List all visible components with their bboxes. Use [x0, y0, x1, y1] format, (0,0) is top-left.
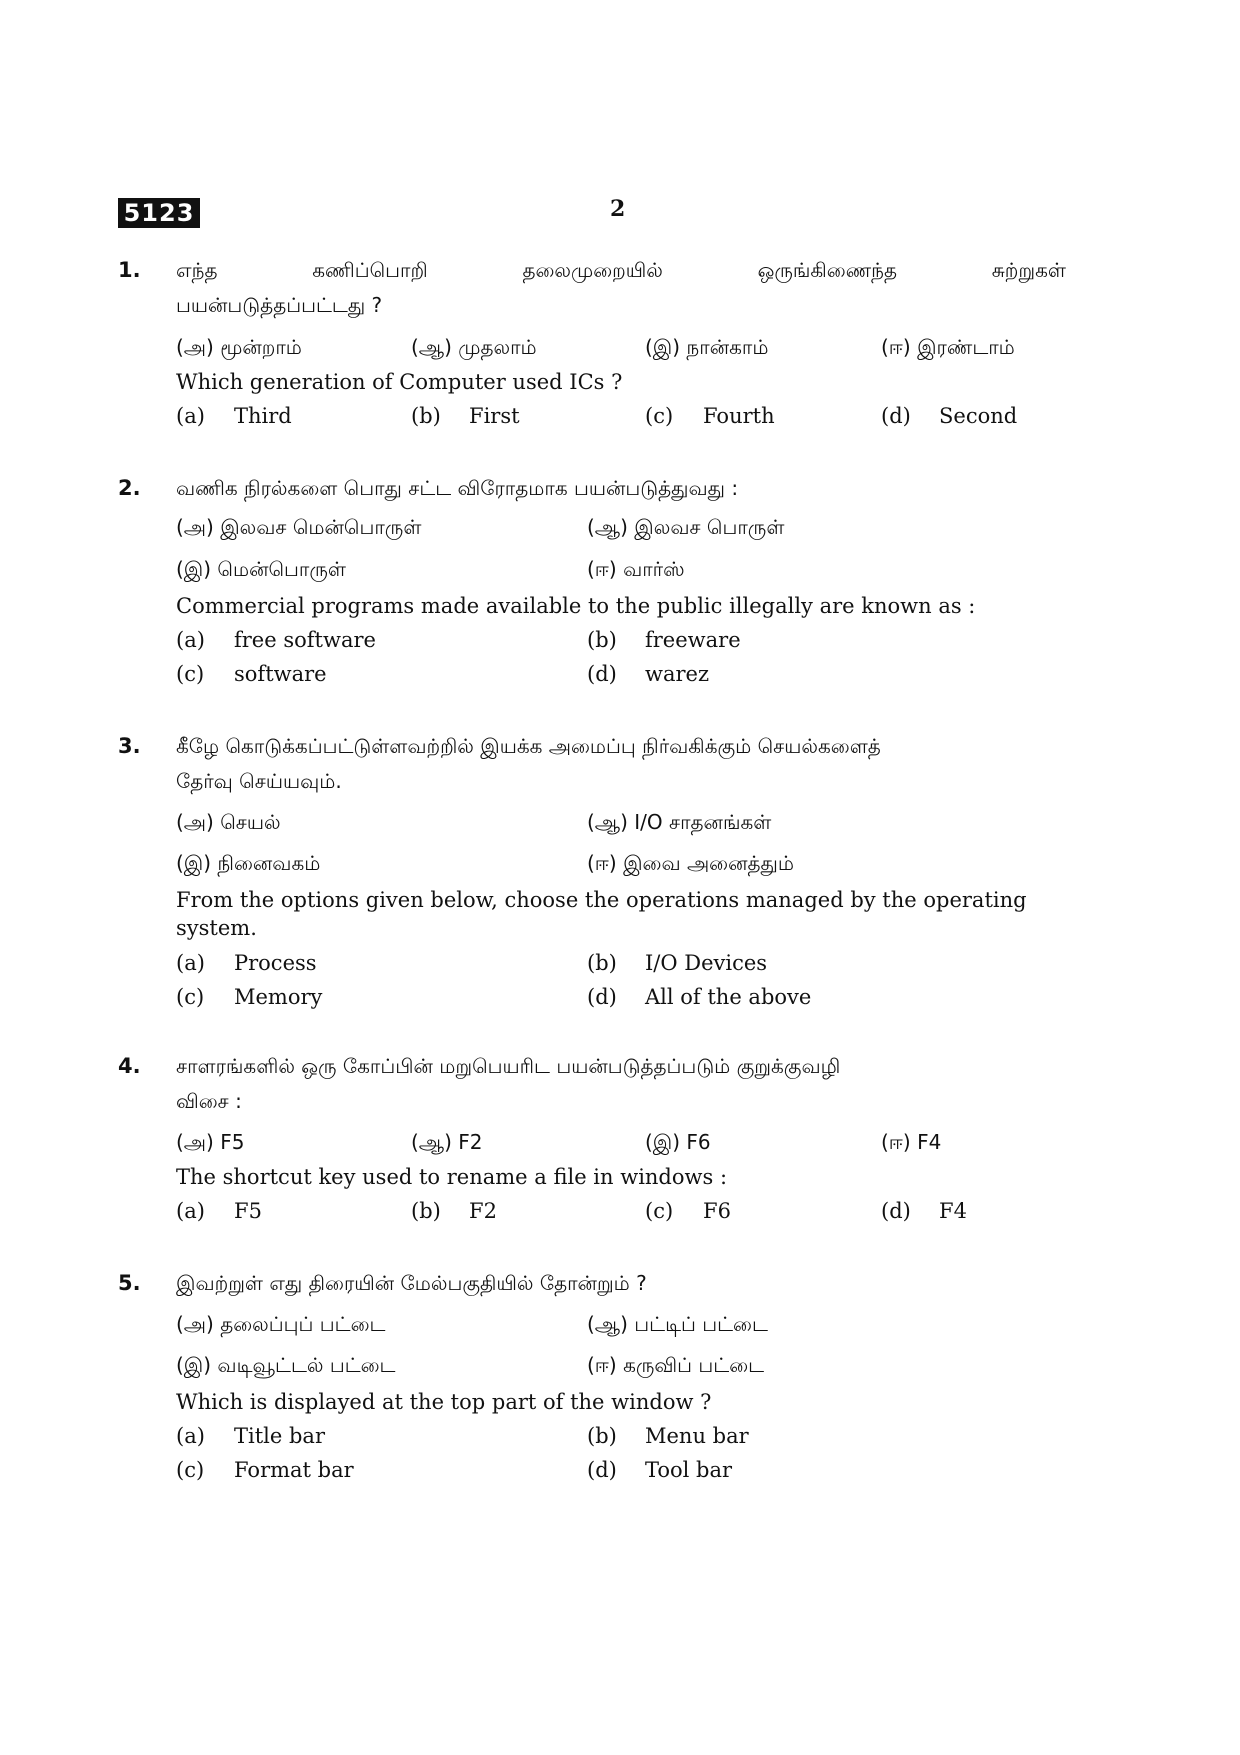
option-label: (ஆ)	[411, 335, 452, 359]
option-label: (அ)	[176, 810, 214, 834]
tamil-word: தலைமுறையில்	[522, 258, 663, 282]
question-english-line1: From the options given below, choose the operations managed by the operating	[176, 888, 1027, 912]
option-text: F4	[939, 1199, 967, 1223]
option-text: நினைவகம்	[217, 851, 321, 875]
option-label: (c)	[176, 662, 205, 686]
question-tamil-line2: தேர்வு செய்யவும்.	[176, 769, 342, 793]
option-label: (c)	[645, 404, 674, 428]
option-text: முதலாம்	[458, 335, 537, 359]
question-number: 2.	[118, 476, 141, 500]
option-text: Memory	[234, 985, 323, 1009]
option-label: (அ)	[176, 515, 214, 539]
option-label: (அ)	[176, 1130, 214, 1154]
option-label: (அ)	[176, 1312, 214, 1336]
option-text: F6	[703, 1199, 731, 1223]
option-label: (இ)	[645, 1130, 681, 1154]
question-tamil-line1: கீழே கொடுக்கப்பட்டுள்ளவற்றில் இயக்க அமைப்பு நிர்வகிக்கும் செயல்களைத்	[176, 734, 881, 758]
tamil-option-2	[411, 1130, 483, 1157]
tamil-option-2	[587, 1312, 768, 1339]
tamil-option-2	[411, 335, 537, 362]
option-label: (a)	[176, 628, 205, 652]
option-label: (ஈ)	[881, 1130, 911, 1154]
option-text: Format bar	[234, 1458, 354, 1482]
question-english: Which is displayed at the top part of the window ?	[176, 1390, 712, 1414]
option-text: Tool bar	[645, 1458, 733, 1482]
tamil-option-2	[587, 810, 771, 837]
option-label: (ஈ)	[881, 335, 911, 359]
option-label: (a)	[176, 404, 205, 428]
question-number: 4.	[118, 1054, 141, 1078]
option-label: (a)	[176, 1199, 205, 1223]
option-text: I/O Devices	[645, 951, 768, 975]
option-text: All of the above	[645, 985, 812, 1009]
option-text: செயல்	[220, 810, 281, 834]
option-label: (அ)	[176, 335, 214, 359]
option-text: நான்காம்	[686, 335, 769, 359]
option-text: தலைப்புப் பட்டை	[220, 1312, 386, 1336]
question-english: Commercial programs made available to the public illegally are known as :	[176, 594, 976, 618]
option-label: (d)	[881, 1199, 911, 1223]
option-label: (ஈ)	[587, 1353, 617, 1377]
option-text: F6	[686, 1130, 711, 1154]
tamil-option-2	[587, 515, 784, 542]
option-label: (b)	[587, 628, 617, 652]
option-label: (a)	[176, 951, 205, 975]
option-text: இலவச மென்பொருள்	[220, 515, 422, 539]
option-text: F5	[234, 1199, 262, 1223]
option-text: Fourth	[703, 404, 775, 428]
tamil-option-4	[587, 557, 685, 584]
option-label: (d)	[881, 404, 911, 428]
question-tamil-line2: விசை :	[176, 1089, 242, 1113]
option-text: மூன்றாம்	[220, 335, 302, 359]
option-label: (ஆ)	[587, 810, 628, 834]
tamil-option-3	[176, 851, 320, 878]
question-tamil-line1: வணிக நிரல்களை பொது சட்ட விரோதமாக பயன்படுத்துவது :	[176, 476, 739, 500]
option-label: (ஈ)	[587, 851, 617, 875]
option-text: F2	[458, 1130, 483, 1154]
question-english: The shortcut key used to rename a file in windows :	[176, 1165, 728, 1189]
option-label: (ஆ)	[411, 1130, 452, 1154]
question-number: 3.	[118, 734, 141, 758]
option-text: கருவிப் பட்டை	[623, 1353, 765, 1377]
option-label: (b)	[411, 404, 441, 428]
paper-code: 5123	[118, 198, 200, 228]
question-number: 5.	[118, 1271, 141, 1295]
option-label: (c)	[176, 1458, 205, 1482]
option-text: F4	[917, 1130, 942, 1154]
option-text: F5	[220, 1130, 245, 1154]
option-label: (ஆ)	[587, 515, 628, 539]
option-label: (b)	[587, 1424, 617, 1448]
option-text: First	[469, 404, 520, 428]
tamil-option-4	[881, 335, 1015, 362]
tamil-option-1	[176, 1312, 385, 1339]
tamil-option-1	[176, 515, 421, 542]
option-text: வார்ஸ்	[623, 557, 685, 581]
option-text: Title bar	[234, 1424, 325, 1448]
option-text: இலவச பொருள்	[634, 515, 785, 539]
option-text: Process	[234, 951, 317, 975]
tamil-option-1	[176, 810, 281, 837]
option-text: F2	[469, 1199, 497, 1223]
option-label: (இ)	[645, 335, 681, 359]
option-label: (ஈ)	[587, 557, 617, 581]
option-label: (b)	[411, 1199, 441, 1223]
tamil-word: கணிப்பொறி	[312, 258, 428, 282]
option-label: (d)	[587, 662, 617, 686]
option-text: warez	[645, 662, 710, 686]
page-number: 2	[610, 196, 626, 222]
option-text: freeware	[645, 628, 741, 652]
tamil-option-3	[645, 1130, 711, 1157]
question-tamil-line1: இவற்றுள் எது திரையின் மேல்பகுதியில் தோன்றும் ?	[176, 1271, 647, 1295]
option-text: இவை அனைத்தும்	[623, 851, 794, 875]
tamil-word: எந்த	[176, 258, 218, 282]
question-english-line2: system.	[176, 916, 257, 940]
option-label: (d)	[587, 985, 617, 1009]
option-text: பட்டிப் பட்டை	[634, 1312, 768, 1336]
question-tamil-line1: சாளரங்களில் ஒரு கோப்பின் மறுபெயரிட பயன்படுத்தப்படும் குறுக்குவழி	[176, 1054, 841, 1078]
tamil-option-3	[645, 335, 768, 362]
tamil-option-1	[176, 335, 302, 362]
tamil-word: சுற்றுகள்	[991, 258, 1066, 282]
option-text: Menu bar	[645, 1424, 749, 1448]
tamil-word: ஒருங்கிணைந்த	[757, 258, 898, 282]
tamil-option-4	[881, 1130, 941, 1157]
option-label: (இ)	[176, 1353, 212, 1377]
option-text: software	[234, 662, 327, 686]
option-text: இரண்டாம்	[917, 335, 1015, 359]
option-label: (இ)	[176, 851, 212, 875]
question-tamil-line2: பயன்படுத்தப்பட்டது ?	[176, 293, 383, 317]
option-label: (இ)	[176, 557, 212, 581]
tamil-option-4	[587, 1353, 764, 1380]
option-text: free software	[234, 628, 376, 652]
option-label: (a)	[176, 1424, 205, 1448]
option-label: (ஆ)	[587, 1312, 628, 1336]
option-label: (c)	[645, 1199, 674, 1223]
option-text: மென்பொருள்	[217, 557, 346, 581]
option-text: Third	[234, 404, 292, 428]
question-tamil-line1	[176, 258, 1066, 285]
option-text: Second	[939, 404, 1018, 428]
tamil-option-4	[587, 851, 794, 878]
option-label: (d)	[587, 1458, 617, 1482]
tamil-option-1	[176, 1130, 244, 1157]
tamil-option-3	[176, 1353, 395, 1380]
option-label: (c)	[176, 985, 205, 1009]
option-text: I/O சாதனங்கள்	[634, 810, 772, 834]
option-label: (b)	[587, 951, 617, 975]
option-text: வடிவூட்டல் பட்டை	[217, 1353, 396, 1377]
question-number: 1.	[118, 258, 141, 282]
tamil-option-3	[176, 557, 346, 584]
question-english: Which generation of Computer used ICs ?	[176, 370, 623, 394]
